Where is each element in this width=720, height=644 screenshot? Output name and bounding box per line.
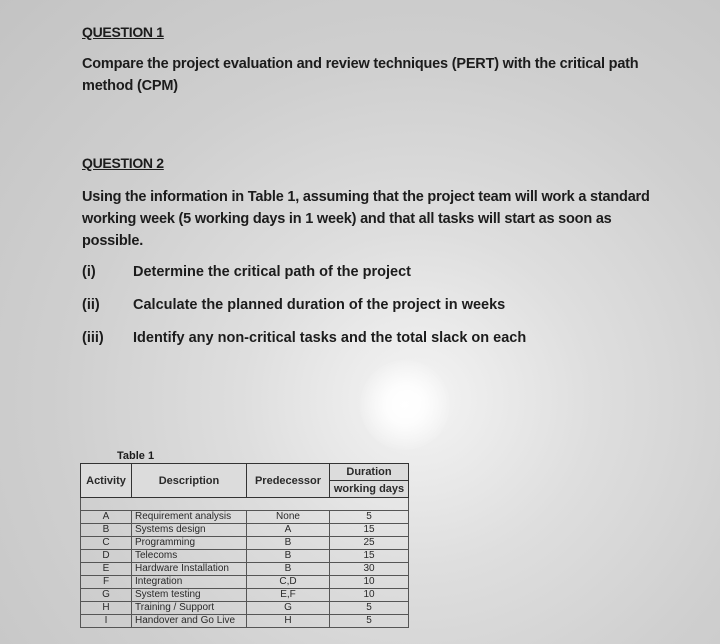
table-row <box>81 589 409 602</box>
cell-predecessor: E,F <box>247 589 330 602</box>
table-header-row <box>81 464 409 498</box>
cell-duration: 5 <box>330 511 409 524</box>
cell-activity: H <box>81 602 132 615</box>
header-predecessor: Predecessor <box>247 464 330 498</box>
numeral: (i) <box>82 264 96 280</box>
cell-duration: 15 <box>330 550 409 563</box>
cell-description: Handover and Go Live <box>132 615 247 628</box>
cell-activity: B <box>81 524 132 537</box>
table-row <box>81 524 409 537</box>
table-row <box>81 550 409 563</box>
cell-predecessor: B <box>247 550 330 563</box>
question-1-line-1: Compare the project evaluation and review techniques (PERT) with the critical path <box>82 56 639 72</box>
cell-predecessor: H <box>247 615 330 628</box>
table-spacer-row <box>81 498 409 511</box>
cell-predecessor: C,D <box>247 576 330 589</box>
header-duration <box>330 464 409 498</box>
table-row <box>81 576 409 589</box>
cell-predecessor: A <box>247 524 330 537</box>
cell-duration: 10 <box>330 576 409 589</box>
cell-predecessor: B <box>247 537 330 550</box>
cell-predecessor: None <box>247 511 330 524</box>
question-2-text <box>82 186 650 252</box>
question-2-heading: QUESTION 2 <box>82 155 164 171</box>
question-2-line-1: Using the information in Table 1, assuming that the project team will work a standard <box>82 189 650 205</box>
cell-description: Requirement analysis <box>132 511 247 524</box>
numeral: (ii) <box>82 297 100 313</box>
header-duration-unit: working days <box>330 480 408 495</box>
cell-description: Hardware Installation <box>132 563 247 576</box>
numeral: (iii) <box>82 330 104 346</box>
cell-description: Integration <box>132 576 247 589</box>
cell-duration: 15 <box>330 524 409 537</box>
cell-duration: 25 <box>330 537 409 550</box>
cell-activity: F <box>81 576 132 589</box>
cell-description: Telecoms <box>132 550 247 563</box>
cell-duration: 5 <box>330 602 409 615</box>
question-2-line-3: possible. <box>82 233 144 249</box>
question-1-line-2: method (CPM) <box>82 78 178 94</box>
light-glare <box>360 360 450 450</box>
table-row <box>81 615 409 628</box>
header-description: Description <box>132 464 247 498</box>
question-1-text <box>82 53 638 97</box>
cell-description: Programming <box>132 537 247 550</box>
table-caption: Table 1 <box>117 450 155 462</box>
cell-activity: I <box>81 615 132 628</box>
cell-description: System testing <box>132 589 247 602</box>
table-row <box>81 563 409 576</box>
sub-question-text: Identify any non-critical tasks and the total slack on each <box>133 330 527 346</box>
cell-description: Training / Support <box>132 602 247 615</box>
table-row <box>81 511 409 524</box>
cell-description: Systems design <box>132 524 247 537</box>
header-duration-label: Duration <box>346 466 392 478</box>
cell-activity: C <box>81 537 132 550</box>
question-1-heading: QUESTION 1 <box>82 24 164 40</box>
cell-duration: 10 <box>330 589 409 602</box>
cell-predecessor: G <box>247 602 330 615</box>
cell-duration: 30 <box>330 563 409 576</box>
table-row <box>81 537 409 550</box>
cell-activity: G <box>81 589 132 602</box>
question-2-line-2: working week (5 working days in 1 week) and that all tasks will start as soon as <box>82 211 612 227</box>
sub-question-text: Determine the critical path of the project <box>133 264 411 280</box>
header-activity: Activity <box>81 464 132 498</box>
table-row <box>81 602 409 615</box>
cell-duration: 5 <box>330 615 409 628</box>
cell-activity: E <box>81 563 132 576</box>
activity-table <box>80 463 409 628</box>
cell-activity: A <box>81 511 132 524</box>
cell-predecessor: B <box>247 563 330 576</box>
cell-activity: D <box>81 550 132 563</box>
sub-question-text: Calculate the planned duration of the project in weeks <box>133 297 506 313</box>
